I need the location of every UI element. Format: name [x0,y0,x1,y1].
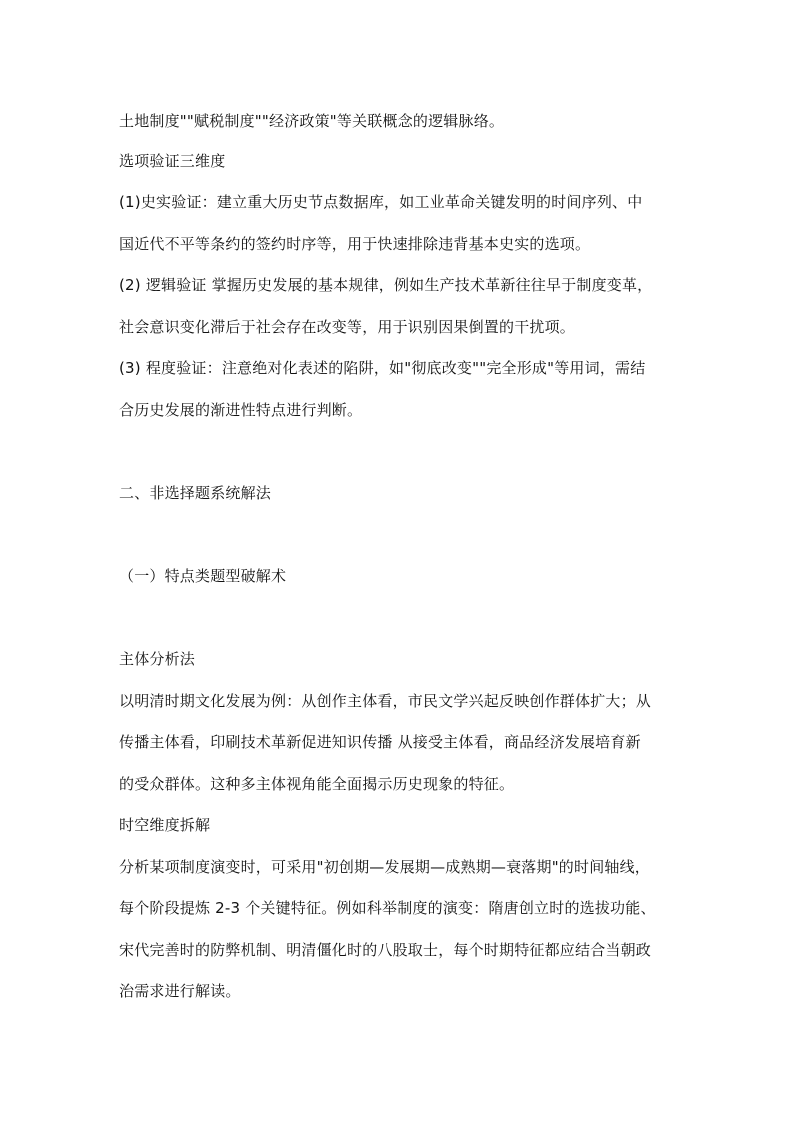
paragraph-line: 土地制度""赋税制度""经济政策"等关联概念的逻辑脉络。 [119,112,505,130]
paragraph-line: 分析某项制度演变时，可采用"初创期—发展期—成熟期—衰落期"的时间轴线， [119,858,651,876]
paragraph-line: 社会意识变化滞后于社会存在改变等，用于识别因果倒置的干扰项。 [119,318,576,336]
paragraph-line: (3) 程度验证：注意绝对化表述的陷阱，如"彻底改变""完全形成"等用词，需结 [119,359,646,377]
paragraph-line: (2) 逻辑验证 掌握历史发展的基本规律，例如生产技术革新往往早于制度变革， [119,276,653,294]
paragraph-line: 国近代不平等条约的签约时序等，用于快速排除违背基本史实的选项。 [119,235,591,253]
paragraph-line: 传播主体看，印刷技术革新促进知识传播 从接受主体看，商品经济发展培育新 [119,733,641,751]
paragraph-line: 每个阶段提炼 2-3 个关键特征。例如科举制度的演变：隋唐创立时的选拔功能、 [119,899,656,917]
paragraph-line: 宋代完善时的防弊机制、明清僵化时的八股取士，每个时期特征都应结合当朝政 [119,941,652,959]
paragraph-line: (1)史实验证：建立重大历史节点数据库，如工业革命关键发明的时间序列、中 [119,193,643,211]
paragraph-line: 治需求进行解读。 [119,982,241,1000]
section-heading-features: （一）特点类题型破解术 [119,567,287,585]
paragraph-line: 合历史发展的渐进性特点进行判断。 [119,401,363,419]
subheading-option-verification: 选项验证三维度 [119,152,226,170]
section-heading-non-choice: 二、非选择题系统解法 [119,484,272,502]
paragraph-line: 的受众群体。这种多主体视角能全面揭示历史现象的特征。 [119,775,515,793]
subheading-subject-analysis: 主体分析法 [119,650,196,668]
paragraph-line: 以明清时期文化发展为例：从创作主体看，市民文学兴起反映创作群体扩大；从 [119,692,652,710]
subheading-time-space: 时空维度拆解 [119,816,211,834]
